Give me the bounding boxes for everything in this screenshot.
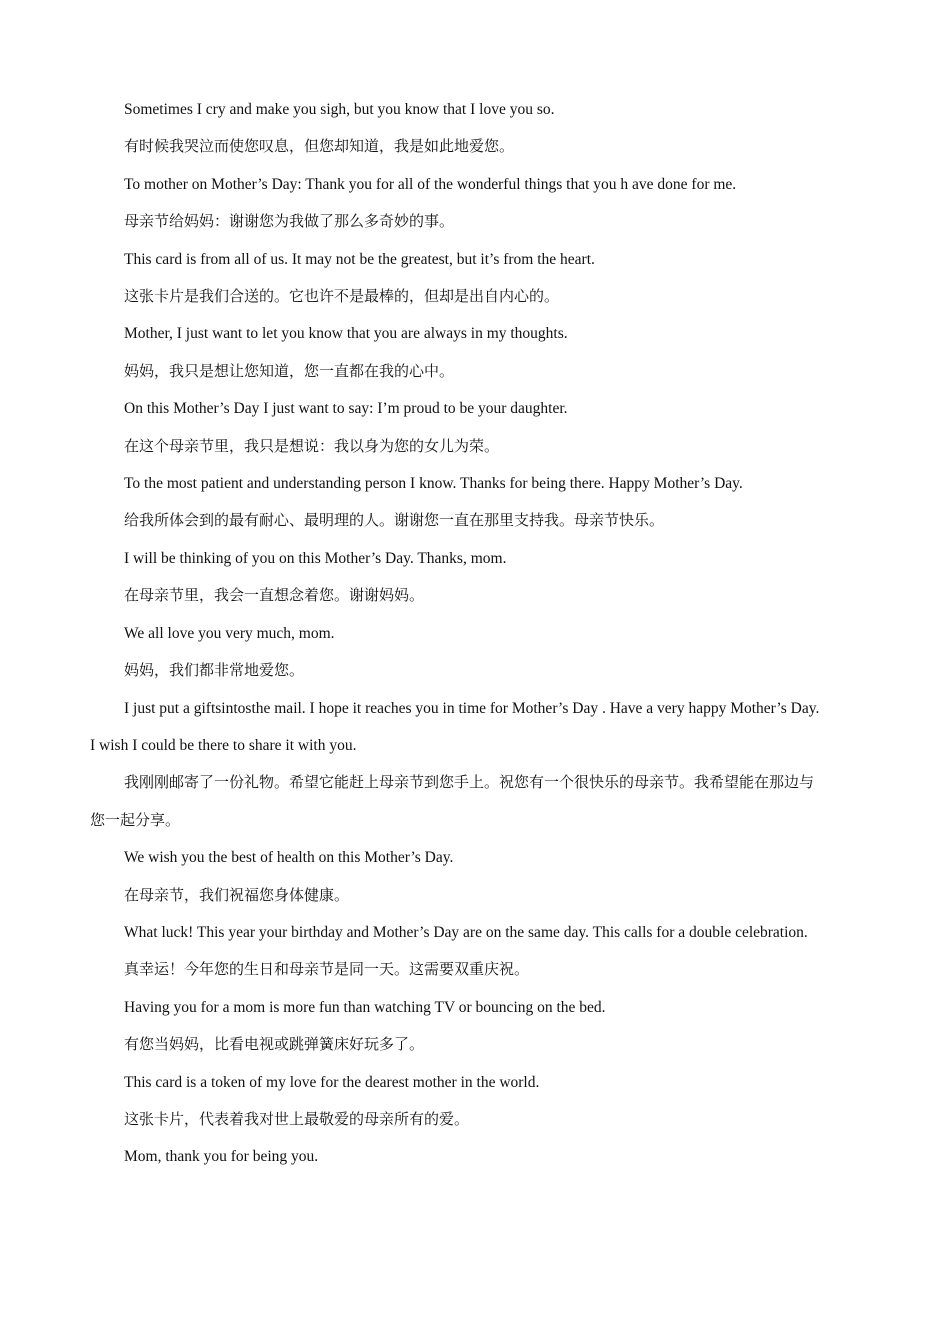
english-line: Having you for a mom is more fun than watching TV or bouncing on the bed.: [124, 998, 606, 1016]
document-body: [90, 91, 820, 1176]
chinese-line: 我刚刚邮寄了一份礼物。希望它能赶上母亲节到您手上。祝您有一个很快乐的母亲节。我希望能在那边与您一起分享。: [90, 773, 815, 829]
chinese-line: 有时候我哭泣而使您叹息，但您却知道，我是如此地爱您。: [124, 137, 515, 156]
english-line: This card is from all of us. It may not be the greatest, but it’s from the heart.: [124, 250, 595, 268]
english-line: Sometimes I cry and make you sigh, but you know that I love you so.: [124, 101, 555, 118]
chinese-line: 在这个母亲节里，我只是想说：我以身为您的女儿为荣。: [124, 436, 500, 455]
english-line: What luck! This year your birthday and Mother’s Day are on the same day. This calls for a double celebration.: [124, 923, 808, 941]
chinese-line: 妈妈，我们都非常地爱您。: [124, 661, 305, 680]
chinese-line: 母亲节给妈妈：谢谢您为我做了那么多奇妙的事。: [124, 212, 455, 231]
english-line: To the most patient and understanding person I know. Thanks for being there. Happy Mother’s Day.: [124, 475, 743, 493]
english-line: I will be thinking of you on this Mother’s Day. Thanks, mom.: [124, 549, 507, 567]
chinese-line: 这张卡片，代表着我对世上最敬爱的母亲所有的爱。: [124, 1109, 470, 1128]
english-line: On this Mother’s Day I just want to say: I’m proud to be your daughter.: [124, 400, 568, 418]
english-line: Mom, thank you for being you.: [124, 1148, 319, 1166]
english-line: I just put a giftsintosthe mail. I hope it reaches you in time for Mother’s Day . Have a very happy Mother’s Day. I wish I could be there to share it with you.: [90, 699, 820, 754]
chinese-line: 有您当妈妈，比看电视或跳弹簧床好玩多了。: [124, 1035, 425, 1054]
chinese-line: 这张卡片是我们合送的。它也许不是最棒的，但却是出自内心的。: [124, 287, 560, 306]
chinese-line: 妈妈，我只是想让您知道，您一直都在我的心中。: [124, 361, 455, 380]
english-line: This card is a token of my love for the dearest mother in the world.: [124, 1073, 540, 1091]
english-line: Mother, I just want to let you know that you are always in my thoughts.: [124, 325, 568, 343]
english-line: To mother on Mother’s Day: Thank you for all of the wonderful things that you h ave done for me.: [124, 175, 737, 193]
chinese-line: 在母亲节里，我会一直想念着您。谢谢妈妈。: [124, 586, 425, 605]
english-line: We all love you very much, mom.: [124, 624, 335, 642]
chinese-line: 真幸运！今年您的生日和母亲节是同一天。这需要双重庆祝。: [124, 960, 530, 979]
english-line: We wish you the best of health on this Mother’s Day.: [124, 849, 454, 867]
chinese-line: 在母亲节，我们祝福您身体健康。: [124, 885, 350, 904]
chinese-line: 给我所体会到的最有耐心、最明理的人。谢谢您一直在那里支持我。母亲节快乐。: [124, 511, 665, 530]
